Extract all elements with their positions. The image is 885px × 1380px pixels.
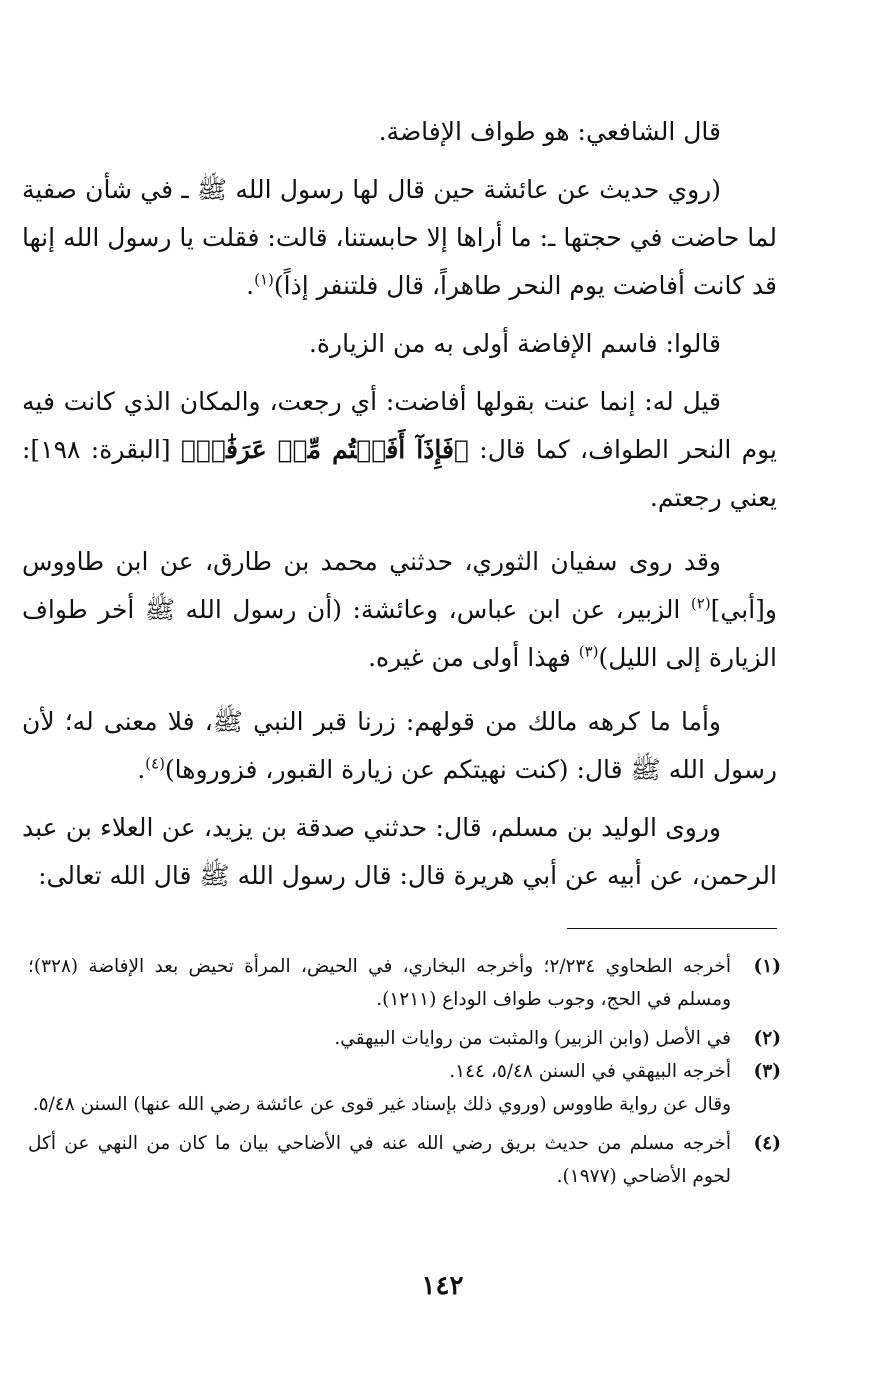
paragraph-tail: فهذا أولى من غيره. (368, 643, 579, 672)
paragraph-tail: . (137, 755, 146, 784)
footnote-text: أخرجه الطحاوي ٢/٢٣٤؛ وأخرجه البخاري، في الحيض، المرأة تحيض بعد الإفاضة (٣٢٨)؛ ومسلم في الحج، وجوب طواف الوداع (١٢١١). (28, 956, 731, 1010)
footnotes (28, 950, 781, 1193)
footnote-mark-1: (١) (254, 270, 274, 289)
paragraph-text: قالوا: فاسم الإفاضة أولى به من الزيارة. (308, 329, 721, 358)
paragraph-sufyan (22, 538, 777, 682)
paragraph-qila-lahu (22, 378, 777, 522)
main-text (22, 108, 777, 900)
paragraph-shafii (22, 108, 777, 156)
footnote-separator (567, 928, 777, 929)
paragraph-walid (22, 804, 777, 900)
footnote-number: (٤) (753, 1133, 781, 1154)
footnote-mark-2: (٢) (690, 594, 711, 613)
paragraph-text: وقد روى سفيان الثوري، حدثني محمد بن طارق، عن ابن طاووس و[أبي] (22, 547, 777, 624)
paragraph-text: (روي حديث عن عائشة حين قال لها رسول الله ﷺ ـ في شأن صفية لما حاضت في حجتها ـ: ما أراها إلا حابستنا، قالت: فقلت يا رسول الله إنها قد كانت أفاضت يوم النحر طاهراً، قال فلتنفر إذاً) (22, 175, 777, 300)
paragraph-qalu (22, 320, 777, 368)
paragraph-aisha-hadith (22, 166, 777, 310)
verse-reference: [البقرة: ١٩٨]: يعني رجعتم. (22, 435, 777, 512)
paragraph-tail: . (246, 271, 255, 300)
footnote-2 (28, 1022, 781, 1055)
footnote-text: أخرجه مسلم من حديث بريق رضي الله عنه في الأضاحي بيان ما كان من النهي عن أكل لحوم الأضاحي (١٩٧٧). (28, 1133, 731, 1187)
footnote-mark-3: (٣) (578, 642, 599, 661)
footnote-number: (٢) (753, 1028, 781, 1049)
paragraph-text: وأما ما كرهه مالك من قولهم: زرنا قبر النبي ﷺ، فلا معنى له؛ لأن رسول الله ﷺ قال: (كنت نهيتكم عن زيارة القبور، فزوروها) (22, 707, 777, 784)
paragraph-text: قال الشافعي: هو طواف الإفاضة. (378, 117, 721, 146)
footnote-1 (28, 950, 781, 1016)
footnote-3-continuation (28, 1088, 781, 1121)
footnote-number: (١) (753, 956, 781, 977)
footnote-mark-4: (٤) (145, 754, 165, 773)
paragraph-text: وروى الوليد بن مسلم، قال: حدثني صدقة بن يزيد، عن العلاء بن عبد الرحمن، عن أبيه عن أبي هريرة قال: قال رسول الله ﷺ قال الله تعالى: (22, 813, 777, 890)
quran-verse: ﴿فَإِذَآ أَفَضۡتُم مِّنۡ عَرَفَٰتٖ﴾ (180, 435, 469, 464)
footnote-text: في الأصل (وابن الزبير) والمثبت من روايات البيهقي. (334, 1028, 731, 1049)
footnote-text: أخرجه البيهقي في السنن ٥/٤٨، ١٤٤. (449, 1061, 731, 1082)
footnote-4 (28, 1127, 781, 1193)
paragraph-text: قيل له: إنما عنت بقولها أفاضت: أي رجعت، والمكان الذي كانت فيه يوم النحر الطواف، كما قال: (22, 387, 777, 464)
footnote-number: (٣) (753, 1061, 781, 1082)
paragraph-middle: الزبير، عن ابن عباس، وعائشة: (أن رسول الله ﷺ أخر طواف الزيارة إلى الليل) (22, 595, 777, 672)
paragraph-malik (22, 698, 777, 794)
footnote-text: وقال عن رواية طاووس (وروي ذلك بإسناد غير قوى عن عائشة رضي الله عنها) السنن ٥/٤٨. (32, 1094, 731, 1115)
footnote-3 (28, 1055, 781, 1088)
page-number: ١٤٢ (421, 1271, 464, 1301)
